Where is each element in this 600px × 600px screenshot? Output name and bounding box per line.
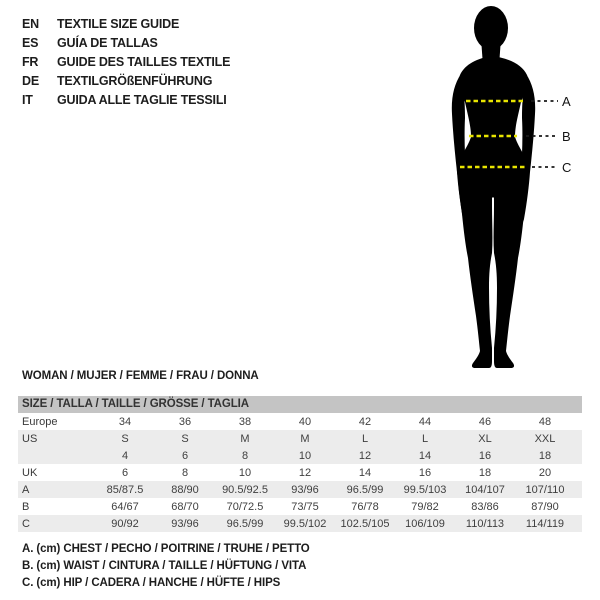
- size-cell: 16: [418, 466, 432, 479]
- size-table-container: [18, 396, 582, 532]
- size-cell: 76/78: [351, 500, 379, 513]
- woman-silhouette: [452, 6, 535, 368]
- size-cell: 93/96: [155, 515, 215, 532]
- size-cell: 79/82: [411, 500, 439, 513]
- language-row-fr: [22, 53, 230, 72]
- size-cell: 40: [298, 415, 312, 428]
- size-cell: 8: [181, 466, 189, 479]
- language-list: [22, 15, 230, 110]
- guide-title-fr: GUIDE DES TAILLES TEXTILE: [57, 55, 231, 69]
- size-cell: 88/90: [155, 481, 215, 498]
- size-cell: 99.5/102: [275, 515, 335, 532]
- row-label: [18, 447, 95, 464]
- row-label: UK: [22, 466, 38, 479]
- silhouette-left-leg: [458, 166, 493, 368]
- measurement-label-c: C: [562, 160, 572, 175]
- table-row-hip-c: [18, 515, 582, 532]
- table-row-chest-a: [18, 481, 582, 498]
- size-cell: 90/92: [95, 515, 155, 532]
- row-label: A: [18, 481, 95, 498]
- language-row-de: [22, 72, 230, 91]
- size-cell: L: [335, 430, 395, 447]
- size-cell: 8: [215, 447, 275, 464]
- size-cell: L: [395, 430, 455, 447]
- table-row-europe: [18, 413, 582, 430]
- size-cell: 20: [538, 466, 552, 479]
- size-cell: 34: [118, 415, 132, 428]
- size-cell: 93/96: [275, 481, 335, 498]
- table-row-waist-b: [18, 498, 582, 515]
- size-cell: 36: [178, 415, 192, 428]
- size-cell: 96.5/99: [215, 515, 275, 532]
- size-cell: 46: [478, 415, 492, 428]
- row-label: B: [22, 500, 30, 513]
- table-row-us-letters: [18, 430, 582, 447]
- size-cell: 110/113: [455, 515, 515, 532]
- size-cell: 107/110: [515, 481, 582, 498]
- size-cell: 83/86: [471, 500, 499, 513]
- size-cell: 87/90: [531, 500, 559, 513]
- size-cell: 48: [538, 415, 552, 428]
- size-cell: XL: [455, 430, 515, 447]
- size-cell: 73/75: [291, 500, 319, 513]
- legend-line-hip: C. (cm) HIP / CADERA / HANCHE / HÜFTE / HIPS: [22, 577, 281, 589]
- guide-title-de: TEXTILGRÖßENFÜHRUNG: [57, 74, 213, 88]
- size-cell: 114/119: [515, 515, 582, 532]
- size-cell: 16: [455, 447, 515, 464]
- size-cell: S: [155, 430, 215, 447]
- size-cell: 10: [275, 447, 335, 464]
- size-cell: 12: [335, 447, 395, 464]
- size-cell: 42: [358, 415, 372, 428]
- size-cell: 18: [478, 466, 492, 479]
- table-row-us-numbers: [18, 447, 582, 464]
- size-cell: 85/87.5: [95, 481, 155, 498]
- size-cell: M: [275, 430, 335, 447]
- size-table: [18, 413, 582, 532]
- size-cell: 14: [358, 466, 372, 479]
- section-title-woman: WOMAN / MUJER / FEMME / FRAU / DONNA: [22, 370, 259, 382]
- guide-title-en: TEXTILE SIZE GUIDE: [57, 17, 180, 31]
- size-cell: 4: [95, 447, 155, 464]
- legend-line-waist: B. (cm) WAIST / CINTURA / TAILLE / HÜFTUNG / VITA: [22, 560, 307, 572]
- size-cell: 18: [515, 447, 582, 464]
- size-cell: 104/107: [455, 481, 515, 498]
- size-cell: 68/70: [171, 500, 199, 513]
- silhouette-torso: [457, 56, 528, 198]
- size-cell: 44: [418, 415, 432, 428]
- language-row-en: [22, 15, 230, 34]
- size-cell: 14: [395, 447, 455, 464]
- row-label: C: [18, 515, 95, 532]
- size-cell: 38: [238, 415, 252, 428]
- size-cell: 102.5/105: [335, 515, 395, 532]
- legend-line-chest: A. (cm) CHEST / PECHO / POITRINE / TRUHE / PETTO: [22, 543, 310, 555]
- size-cell: S: [95, 430, 155, 447]
- size-cell: 64/67: [111, 500, 139, 513]
- row-label: US: [18, 430, 95, 447]
- language-code: FR: [22, 55, 39, 69]
- size-cell: 10: [238, 466, 252, 479]
- size-cell: 12: [298, 466, 312, 479]
- language-code: DE: [22, 74, 39, 88]
- row-label: Europe: [22, 415, 58, 428]
- size-cell: 70/72.5: [226, 500, 264, 513]
- size-cell: 6: [121, 466, 129, 479]
- language-code: IT: [22, 93, 33, 107]
- table-row-uk: [18, 464, 582, 481]
- woman-silhouette-figure: [400, 0, 600, 380]
- language-row-it: [22, 91, 230, 110]
- language-code: EN: [22, 17, 39, 31]
- size-cell: 90.5/92.5: [215, 481, 275, 498]
- guide-title-it: GUIDA ALLE TAGLIE TESSILI: [57, 93, 227, 107]
- size-cell: M: [215, 430, 275, 447]
- language-row-es: [22, 34, 230, 53]
- silhouette-right-leg: [494, 166, 529, 368]
- size-cell: 6: [155, 447, 215, 464]
- size-cell: 106/109: [395, 515, 455, 532]
- language-code: ES: [22, 36, 39, 50]
- size-cell: XXL: [515, 430, 582, 447]
- size-cell: 96.5/99: [335, 481, 395, 498]
- guide-title-es: GUÍA DE TALLAS: [57, 36, 158, 50]
- size-cell: 99.5/103: [395, 481, 455, 498]
- measurement-legend: [22, 541, 310, 592]
- size-table-header: SIZE / TALLA / TAILLE / GRÖSSE / TAGLIA: [18, 396, 582, 413]
- measurement-label-a: A: [562, 94, 571, 109]
- measurement-label-b: B: [562, 129, 571, 144]
